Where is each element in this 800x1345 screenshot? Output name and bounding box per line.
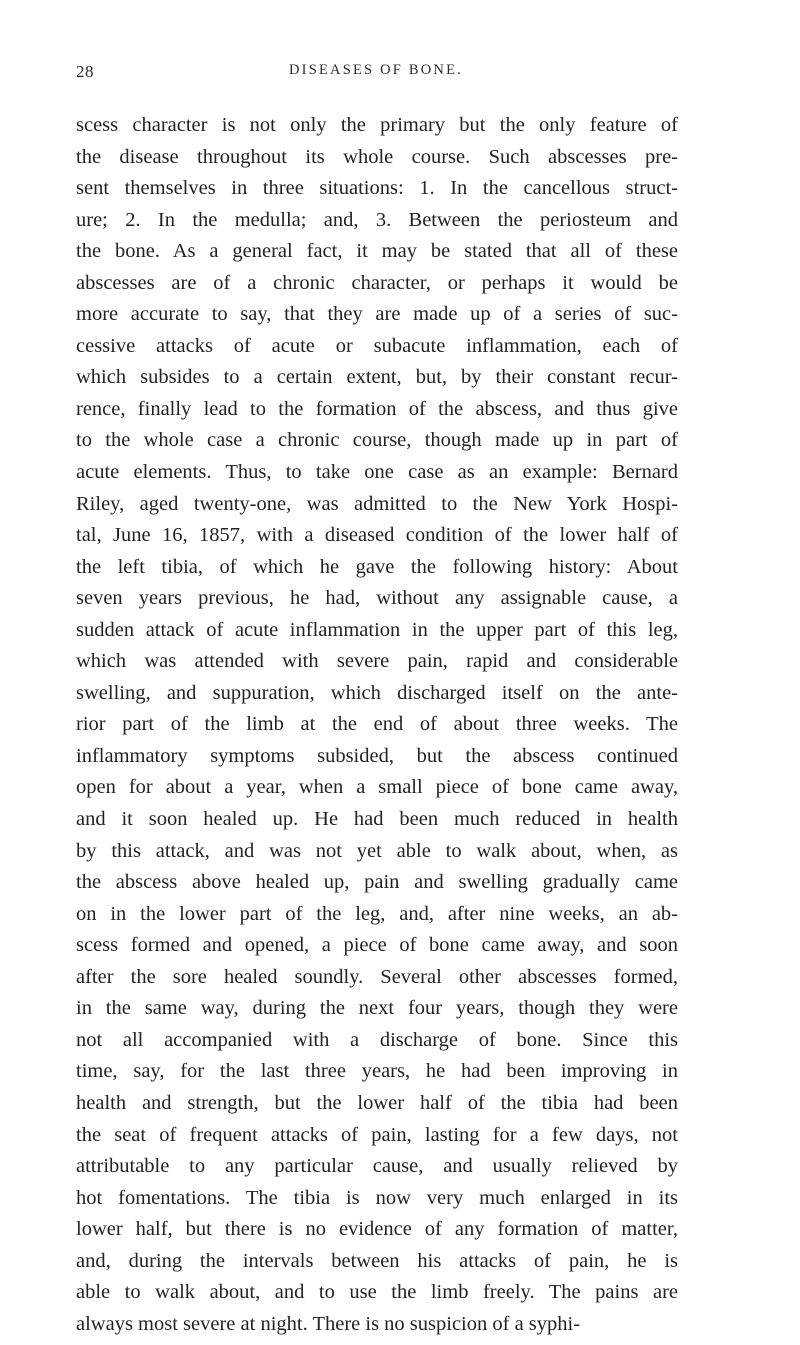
text-line: scess character is not only the primary but the only feature of (76, 114, 678, 136)
text-line: ure; 2. In the medulla; and, 3. Between the periosteum and (76, 208, 678, 231)
text-line: tal, June 16, 1857, with a diseased condition of the lower half of (76, 524, 678, 547)
text-line: sudden attack of acute inflammation in the upper part of this leg, (76, 618, 678, 641)
text-line: scess formed and opened, a piece of bone came away, and soon (76, 934, 678, 957)
text-line: hot fomentations. The tibia is now very much enlarged in its (76, 1186, 678, 1209)
text-line: in the same way, during the next four years, though they were (76, 997, 678, 1020)
text-line: which subsides to a certain extent, but, by their constant recur- (76, 366, 678, 389)
text-line: time, say, for the last three years, he had been improving in (76, 1060, 678, 1083)
text-line: to the whole case a chronic course, though made up in part of (76, 429, 678, 452)
text-line: lower half, but there is no evidence of any formation of matter, (76, 1218, 678, 1241)
text-line: open for about a year, when a small piece of bone came away, (76, 776, 678, 799)
text-line: health and strength, but the lower half of the tibia had been (76, 1091, 678, 1114)
text-line: more accurate to say, that they are made up of a series of suc- (76, 303, 678, 326)
text-line: and it soon healed up. He had been much reduced in health (76, 808, 678, 831)
text-line: seven years previous, he had, without any assignable cause, a (76, 587, 678, 610)
text-line: the disease throughout its whole course. Such abscesses pre- (76, 145, 678, 168)
text-line: which was attended with severe pain, rapid and considerable (76, 650, 678, 673)
text-line: Riley, aged twenty-one, was admitted to the New York Hospi- (76, 492, 678, 515)
running-head (76, 62, 676, 82)
text-line: attributable to any particular cause, and usually relieved by (76, 1155, 678, 1178)
text-line: the left tibia, of which he gave the following history: About (76, 555, 678, 578)
text-line: sent themselves in three situations: 1. In the cancellous struct- (76, 177, 678, 200)
text-line: cessive attacks of acute or subacute inflammation, each of (76, 334, 678, 357)
text-line: rior part of the limb at the end of about three weeks. The (76, 713, 678, 736)
text-line: able to walk about, and to use the limb freely. The pains are (76, 1281, 678, 1304)
text-line: not all accompanied with a discharge of bone. Since this (76, 1028, 678, 1051)
page-number: 28 (76, 62, 94, 81)
text-line: swelling, and suppuration, which discharged itself on the ante- (76, 681, 678, 704)
text-line: the abscess above healed up, pain and swelling gradually came (76, 871, 678, 894)
text-line: rence, finally lead to the formation of the abscess, and thus give (76, 397, 678, 420)
text-line: always most severe at night. There is no suspicion of a syphi- (76, 1312, 581, 1335)
text-line: abscesses are of a chronic character, or perhaps it would be (76, 271, 678, 294)
text-line: the seat of frequent attacks of pain, lasting for a few days, not (76, 1123, 678, 1146)
text-line: by this attack, and was not yet able to walk about, when, as (76, 839, 678, 862)
text-line: the bone. As a general fact, it may be stated that all of these (76, 240, 678, 263)
body-text (76, 110, 678, 1340)
text-line: acute elements. Thus, to take one case as an example: Bernard (76, 461, 678, 484)
text-line: after the sore healed soundly. Several other abscesses formed, (76, 965, 678, 988)
text-line: inflammatory symptoms subsided, but the abscess continued (76, 744, 678, 767)
running-title: DISEASES OF BONE. (289, 62, 463, 78)
text-line: and, during the intervals between his attacks of pain, he is (76, 1249, 678, 1272)
text-line: on in the lower part of the leg, and, after nine weeks, an ab- (76, 902, 678, 925)
